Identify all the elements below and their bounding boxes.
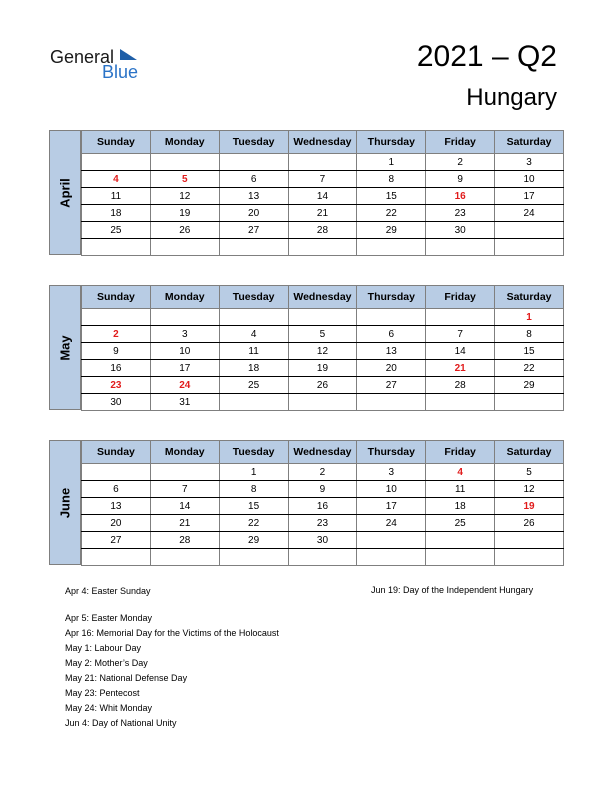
day-cell: 5: [495, 464, 564, 481]
day-cell: [219, 394, 288, 411]
month-label-column: [49, 285, 81, 410]
day-cell: 11: [82, 188, 151, 205]
logo-blue-text: Blue: [102, 62, 139, 82]
day-cell: 23: [426, 205, 495, 222]
day-cell: 9: [82, 343, 151, 360]
day-cell: 30: [426, 222, 495, 239]
holiday-note: May 2: Mother’s Day: [65, 658, 148, 668]
day-cell: 17: [357, 498, 426, 515]
day-cell: 20: [357, 360, 426, 377]
day-cell: 28: [426, 377, 495, 394]
weekday-header: Sunday: [82, 441, 151, 464]
day-cell: 18: [426, 498, 495, 515]
weekday-header: Friday: [426, 131, 495, 154]
day-cell: [82, 154, 151, 171]
day-cell: [219, 309, 288, 326]
day-cell: 11: [219, 343, 288, 360]
day-cell: 7: [150, 481, 219, 498]
day-cell: 6: [82, 481, 151, 498]
day-cell: 28: [150, 532, 219, 549]
day-cell: [150, 549, 219, 566]
weekday-header: Thursday: [357, 131, 426, 154]
day-cell: 22: [495, 360, 564, 377]
day-cell: [495, 239, 564, 256]
day-cell: 9: [426, 171, 495, 188]
day-cell: 29: [495, 377, 564, 394]
day-cell: 20: [82, 515, 151, 532]
logo-triangle-icon: [120, 49, 137, 60]
day-cell: 17: [150, 360, 219, 377]
weekday-header: Wednesday: [288, 441, 357, 464]
day-cell: [495, 222, 564, 239]
weekday-header: Thursday: [357, 441, 426, 464]
day-cell: 22: [357, 205, 426, 222]
day-cell: 25: [82, 222, 151, 239]
day-cell: 1: [357, 154, 426, 171]
day-cell: 7: [288, 171, 357, 188]
weekday-header: Tuesday: [219, 286, 288, 309]
day-cell: 29: [219, 532, 288, 549]
week-row: [82, 309, 564, 326]
week-row: [82, 394, 564, 411]
day-cell: 4: [82, 171, 151, 188]
day-cell: 23: [288, 515, 357, 532]
week-row: [82, 222, 564, 239]
weekday-header: Saturday: [495, 441, 564, 464]
day-cell: 30: [288, 532, 357, 549]
day-cell: 9: [288, 481, 357, 498]
holiday-note: May 1: Labour Day: [65, 643, 142, 653]
week-row: [82, 498, 564, 515]
day-cell: [426, 239, 495, 256]
day-cell: [150, 154, 219, 171]
weekday-header: Saturday: [495, 286, 564, 309]
day-cell: 26: [495, 515, 564, 532]
day-cell: 11: [426, 481, 495, 498]
day-cell: [426, 532, 495, 549]
week-row: [82, 515, 564, 532]
day-cell: 31: [150, 394, 219, 411]
day-cell: 25: [219, 377, 288, 394]
weekday-header-row: [82, 441, 564, 464]
day-cell: [357, 239, 426, 256]
month-label: June: [57, 487, 73, 518]
day-cell: 12: [495, 481, 564, 498]
holiday-note: May 21: National Defense Day: [65, 673, 188, 683]
weekday-header: Monday: [150, 286, 219, 309]
weekday-header: Thursday: [357, 286, 426, 309]
week-row: [82, 205, 564, 222]
day-cell: [426, 549, 495, 566]
day-cell: [288, 549, 357, 566]
weekday-header: Friday: [426, 286, 495, 309]
day-cell: 15: [495, 343, 564, 360]
holiday-note: May 24: Whit Monday: [65, 703, 153, 713]
day-cell: 27: [82, 532, 151, 549]
calendar-table: [81, 285, 564, 411]
day-cell: [82, 464, 151, 481]
weekday-header: Sunday: [82, 131, 151, 154]
day-cell: [288, 309, 357, 326]
weekday-header: Monday: [150, 441, 219, 464]
weekday-header: Tuesday: [219, 131, 288, 154]
day-cell: 18: [219, 360, 288, 377]
month-label: April: [57, 177, 73, 208]
holiday-note: May 23: Pentecost: [65, 688, 140, 698]
day-cell: 3: [357, 464, 426, 481]
day-cell: [82, 309, 151, 326]
day-cell: 4: [426, 464, 495, 481]
day-cell: 16: [426, 188, 495, 205]
day-cell: 12: [288, 343, 357, 360]
day-cell: [495, 532, 564, 549]
weekday-header: Tuesday: [219, 441, 288, 464]
day-cell: 28: [288, 222, 357, 239]
day-cell: 23: [82, 377, 151, 394]
month-label-column: [49, 130, 81, 255]
day-cell: 3: [495, 154, 564, 171]
week-row: [82, 377, 564, 394]
holiday-notes-left: [65, 584, 279, 731]
week-row: [82, 326, 564, 343]
day-cell: 24: [495, 205, 564, 222]
day-cell: 10: [150, 343, 219, 360]
week-row: [82, 343, 564, 360]
day-cell: 8: [357, 171, 426, 188]
day-cell: 6: [219, 171, 288, 188]
week-row: [82, 171, 564, 188]
day-cell: [82, 239, 151, 256]
day-cell: [219, 549, 288, 566]
country-name: Hungary: [466, 84, 557, 111]
day-cell: [357, 309, 426, 326]
day-cell: 14: [426, 343, 495, 360]
weekday-header: Friday: [426, 441, 495, 464]
logo-general-text: General: [50, 47, 115, 67]
week-row: [82, 549, 564, 566]
day-cell: 2: [426, 154, 495, 171]
month-calendar-may: [49, 285, 564, 410]
page-title: 2021 – Q2: [416, 40, 557, 73]
day-cell: [495, 549, 564, 566]
day-cell: 1: [219, 464, 288, 481]
day-cell: 25: [426, 515, 495, 532]
day-cell: 5: [288, 326, 357, 343]
holiday-note: Apr 4: Easter Sunday: [65, 586, 151, 596]
day-cell: 16: [288, 498, 357, 515]
day-cell: 29: [357, 222, 426, 239]
week-row: [82, 188, 564, 205]
day-cell: 13: [357, 343, 426, 360]
day-cell: [219, 239, 288, 256]
day-cell: 27: [219, 222, 288, 239]
week-row: [82, 464, 564, 481]
calendar-table: [81, 440, 564, 566]
month-calendar-june: [49, 440, 564, 565]
week-row: [82, 481, 564, 498]
holiday-notes-right: [371, 584, 541, 597]
day-cell: 24: [150, 377, 219, 394]
day-cell: 21: [150, 515, 219, 532]
day-cell: 21: [288, 205, 357, 222]
holiday-note: Apr 16: Memorial Day for the Victims of the Holocaust: [65, 628, 279, 638]
day-cell: 26: [288, 377, 357, 394]
day-cell: 7: [426, 326, 495, 343]
day-cell: 5: [150, 171, 219, 188]
week-row: [82, 154, 564, 171]
day-cell: [82, 549, 151, 566]
day-cell: 17: [495, 188, 564, 205]
day-cell: 10: [495, 171, 564, 188]
weekday-header: Sunday: [82, 286, 151, 309]
day-cell: [357, 394, 426, 411]
weekday-header: Wednesday: [288, 286, 357, 309]
day-cell: [288, 154, 357, 171]
day-cell: [150, 309, 219, 326]
day-cell: 8: [219, 481, 288, 498]
day-cell: 27: [357, 377, 426, 394]
weekday-header: Monday: [150, 131, 219, 154]
day-cell: [219, 154, 288, 171]
day-cell: 12: [150, 188, 219, 205]
weekday-header: Wednesday: [288, 131, 357, 154]
weekday-header-row: [82, 286, 564, 309]
day-cell: 15: [219, 498, 288, 515]
day-cell: 4: [219, 326, 288, 343]
holiday-note: Apr 5: Easter Monday: [65, 613, 153, 623]
weekday-header-row: [82, 131, 564, 154]
holiday-note: Jun 19: Day of the Independent Hungary: [371, 585, 534, 595]
day-cell: 26: [150, 222, 219, 239]
day-cell: [426, 394, 495, 411]
day-cell: 18: [82, 205, 151, 222]
day-cell: 19: [150, 205, 219, 222]
day-cell: 2: [82, 326, 151, 343]
day-cell: 1: [495, 309, 564, 326]
day-cell: 30: [82, 394, 151, 411]
day-cell: 24: [357, 515, 426, 532]
month-label: May: [57, 334, 73, 361]
holiday-note: Jun 4: Day of National Unity: [65, 718, 177, 728]
day-cell: 10: [357, 481, 426, 498]
weekday-header: Saturday: [495, 131, 564, 154]
calendar-table: [81, 130, 564, 256]
day-cell: [495, 394, 564, 411]
day-cell: 20: [219, 205, 288, 222]
day-cell: [150, 464, 219, 481]
day-cell: [288, 394, 357, 411]
week-row: [82, 360, 564, 377]
day-cell: 19: [495, 498, 564, 515]
day-cell: 22: [219, 515, 288, 532]
day-cell: [426, 309, 495, 326]
month-label-column: [49, 440, 81, 565]
day-cell: [288, 239, 357, 256]
week-row: [82, 239, 564, 256]
day-cell: 14: [288, 188, 357, 205]
month-calendar-april: [49, 130, 564, 255]
day-cell: [357, 549, 426, 566]
day-cell: 16: [82, 360, 151, 377]
day-cell: 13: [219, 188, 288, 205]
day-cell: 6: [357, 326, 426, 343]
day-cell: [357, 532, 426, 549]
day-cell: [150, 239, 219, 256]
day-cell: 19: [288, 360, 357, 377]
day-cell: 21: [426, 360, 495, 377]
day-cell: 8: [495, 326, 564, 343]
day-cell: 2: [288, 464, 357, 481]
day-cell: 3: [150, 326, 219, 343]
day-cell: 13: [82, 498, 151, 515]
week-row: [82, 532, 564, 549]
day-cell: 15: [357, 188, 426, 205]
day-cell: 14: [150, 498, 219, 515]
